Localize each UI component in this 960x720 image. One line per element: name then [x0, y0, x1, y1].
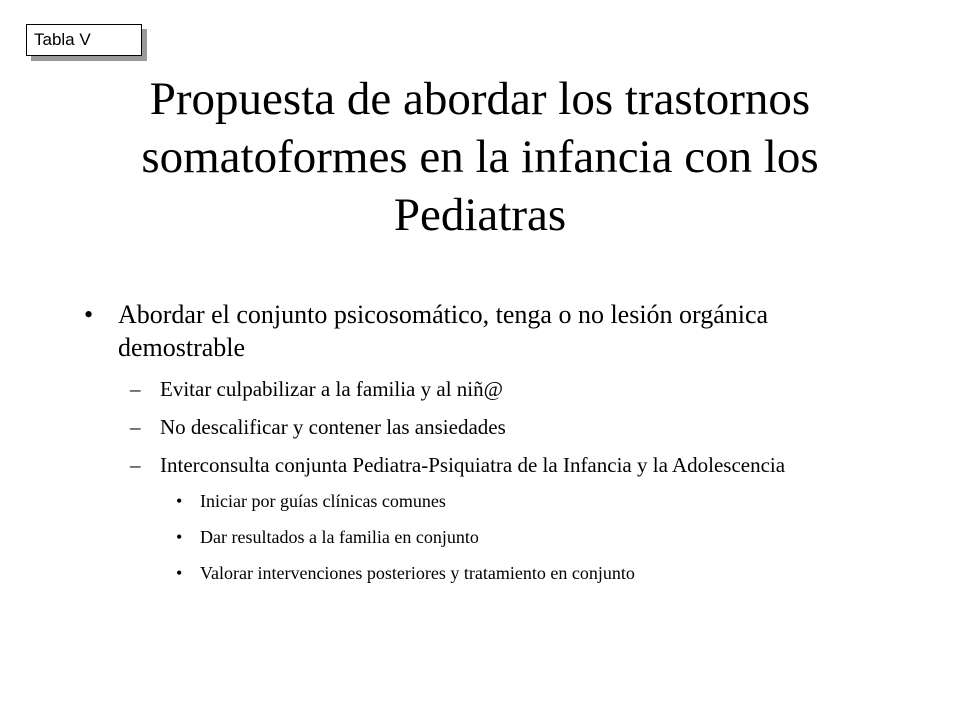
tag-label: Tabla V [26, 24, 142, 56]
table-label-tag [26, 24, 144, 58]
bullet-marker: • [176, 527, 183, 547]
bullet-text: Abordar el conjunto psicosomático, tenga o no lesión orgánica demostrable [118, 300, 769, 362]
sub-bullet-item [0, 414, 840, 441]
sub-sub-bullet-item [0, 526, 880, 548]
bullet-marker: • [176, 563, 183, 583]
sub-bullet-text: Interconsulta conjunta Pediatra-Psiquiatra de la Infancia y la Adolescencia [160, 453, 786, 477]
sub-bullet-item [0, 376, 840, 403]
sub-sub-bullet-text: Valorar intervenciones posteriores y tratamiento en conjunto [200, 563, 635, 583]
sub-sub-bullet-text: Dar resultados a la familia en conjunto [200, 527, 479, 547]
dash-marker: – [130, 377, 141, 401]
slide-title: Propuesta de abordar los trastornos somatoformes en la infancia con los Pediatras [141, 73, 819, 241]
sub-sub-bullet-item [0, 562, 880, 584]
sub-bullet-text: No descalificar y contener las ansiedades [160, 415, 506, 439]
dash-marker: – [130, 453, 141, 477]
sub-bullet-item [0, 452, 840, 479]
dash-marker: – [130, 415, 141, 439]
bullet-item [0, 298, 838, 364]
sub-sub-bullet-text: Iniciar por guías clínicas comunes [200, 491, 446, 511]
sub-sub-bullet-item [0, 490, 880, 512]
sub-bullet-text: Evitar culpabilizar a la familia y al niñ@ [160, 377, 503, 401]
bullet-marker: • [176, 491, 183, 511]
bullet-list [0, 298, 960, 598]
bullet-marker: • [84, 300, 94, 329]
